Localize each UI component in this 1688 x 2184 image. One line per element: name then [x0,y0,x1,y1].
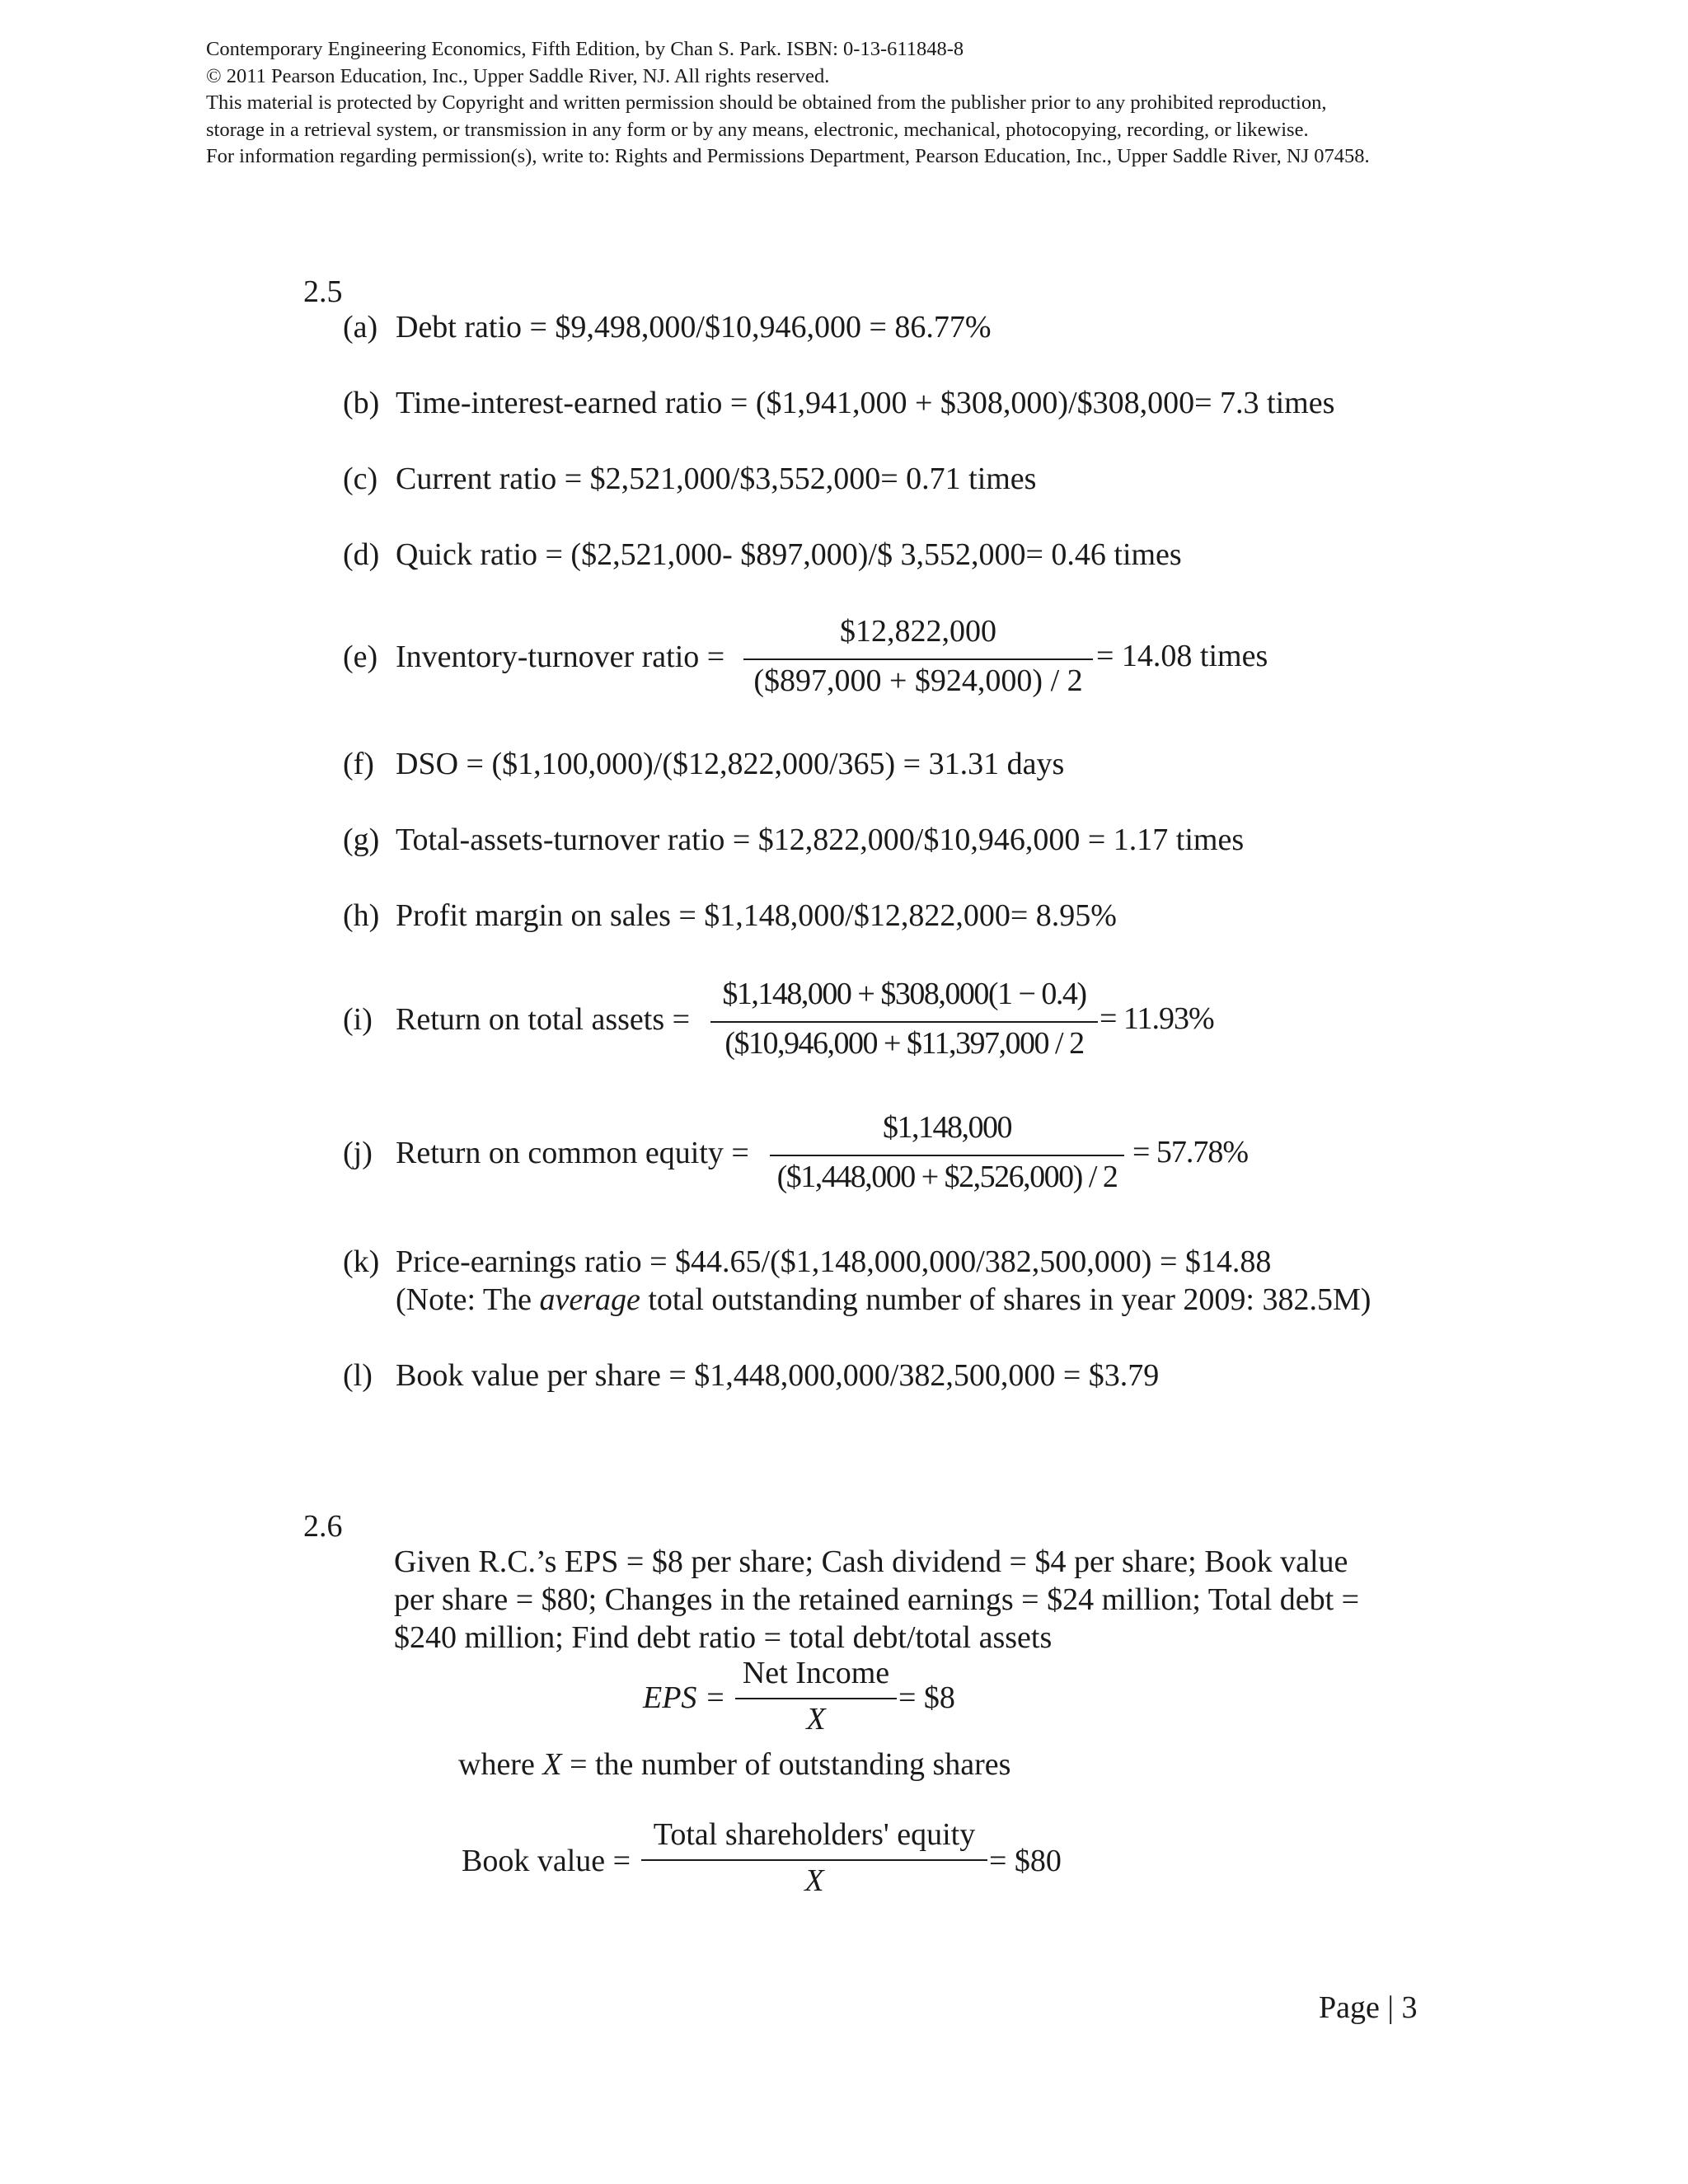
item-j-denominator: ($1,448,000 + $2,526,000) / 2 [776,1160,1118,1194]
header-line-3: This material is protected by Copyright and written permission should be obtained from the publisher prior to any prohibited reproduction, [206,91,1327,114]
item-i-lhs: (i) Return on total assets = [343,1002,691,1037]
eps-rhs: = $8 [898,1680,955,1715]
item-g [343,821,1244,859]
copyright-header [206,36,1492,171]
eps-denominator: X [806,1702,826,1736]
item-f-label: (f) [343,747,374,781]
item-a-label: (a) [343,310,378,344]
where-line: where X = the number of outstanding shares [458,1747,1011,1782]
item-i-fraction [710,976,1098,1066]
item-k-note: (Note: The average total outstanding number of shares in year 2009: 382.5M) [396,1282,1372,1317]
item-a [343,308,992,346]
item-a-text: Debt ratio = $9,498,000/$10,946,000 = 86.77% [396,310,992,344]
eps-lhs: EPS = [643,1680,726,1715]
item-i-fraction-bar [710,1021,1098,1023]
item-e-lhs: (e) Inventory-turnover ratio = [343,640,725,674]
book-value-lhs: Book value = [462,1844,631,1878]
item-k-label: (k) [343,1244,380,1279]
book-value-fraction [641,1816,987,1907]
eps-numerator: Net Income [742,1656,890,1690]
item-b [343,384,1334,422]
item-j-fraction-bar [770,1155,1124,1156]
where-variable: X [542,1747,562,1782]
book-value-fraction-bar [641,1859,987,1861]
item-i-denominator: ($10,946,000 + $11,397,000 / 2 [724,1026,1084,1061]
item-k [343,1243,1271,1281]
section-2-6-para-line-2: per share = $80; Changes in the retained earnings = $24 million; Total debt = [394,1582,1360,1617]
section-2-5-number: 2.5 [303,274,343,309]
item-g-label: (g) [343,823,380,857]
eps-fraction [735,1655,897,1746]
item-i-numerator: $1,148,000 + $308,000(1 − 0.4) [722,977,1086,1011]
header-line-5: For information regarding permission(s), write to: Rights and Permissions Department, Pearson Education, Inc., Upper Saddle River, NJ 07458. [206,145,1370,167]
item-i-label: (i) [343,1002,373,1037]
section-2-6-para-line-3: $240 million; Find debt ratio = total debt/total assets [394,1620,1053,1655]
item-c [343,460,1036,498]
item-g-text: Total-assets-turnover ratio = $12,822,000/$10,946,000 = 1.17 times [396,823,1245,857]
item-b-text: Time-interest-earned ratio = ($1,941,000 + $308,000)/$308,000= 7.3 times [396,386,1335,420]
item-d-label: (d) [343,537,380,572]
book-value-denominator: X [804,1863,824,1898]
book-value-rhs: = $80 [989,1844,1062,1878]
item-j-numerator: $1,148,000 [883,1110,1011,1145]
item-j-lhs: (j) Return on common equity = [343,1136,749,1170]
item-j-label: (j) [343,1136,373,1170]
item-c-label: (c) [343,462,378,496]
item-h-text: Profit margin on sales = $1,148,000/$12,822,000= 8.95% [396,898,1117,933]
item-e-fraction-bar [743,658,1093,660]
item-b-label: (b) [343,386,380,420]
section-2-6-number: 2.6 [303,1509,343,1544]
item-f [343,745,1064,783]
item-d [343,536,1182,574]
header-line-1: Contemporary Engineering Economics, Fifth Edition, by Chan S. Park. ISBN: 0-13-611848-8 [206,38,964,60]
item-f-text: DSO = ($1,100,000)/($12,822,000/365) = 31.31 days [396,747,1065,781]
item-l [343,1357,1159,1394]
item-e-numerator: $12,822,000 [840,614,996,649]
item-l-text: Book value per share = $1,448,000,000/382,500,000 = $3.79 [396,1358,1160,1393]
section-2-6-para-line-1: Given R.C.’s EPS = $8 per share; Cash dividend = $4 per share; Book value [394,1544,1348,1579]
item-j-result: = 57.78% [1132,1135,1249,1169]
item-e-fraction [743,613,1093,704]
item-i-result: = 11.93% [1100,1001,1214,1036]
item-k-note-emphasis: average [539,1282,640,1317]
item-j-fraction [770,1109,1124,1200]
item-e-result: = 14.08 times [1096,639,1268,673]
item-k-text: Price-earnings ratio = $44.65/($1,148,000,000/382,500,000) = $14.88 [396,1244,1272,1279]
header-line-2: © 2011 Pearson Education, Inc., Upper Saddle River, NJ. All rights reserved. [206,64,830,87]
item-e-label: (e) [343,640,378,674]
item-h-label: (h) [343,898,380,933]
item-h [343,897,1117,935]
header-line-4: storage in a retrieval system, or transmission in any form or by any means, electronic, mechanical, photocopying, recording, or likewise. [206,118,1309,141]
eps-fraction-bar [735,1698,897,1699]
page-number: Page | 3 [1319,1990,1418,2025]
item-e-denominator: ($897,000 + $924,000) / 2 [753,663,1083,698]
item-l-label: (l) [343,1358,373,1393]
item-c-text: Current ratio = $2,521,000/$3,552,000= 0.71 times [396,462,1037,496]
item-d-text: Quick ratio = ($2,521,000- $897,000)/$ 3,552,000= 0.46 times [396,537,1182,572]
book-value-numerator: Total shareholders' equity [653,1817,976,1852]
